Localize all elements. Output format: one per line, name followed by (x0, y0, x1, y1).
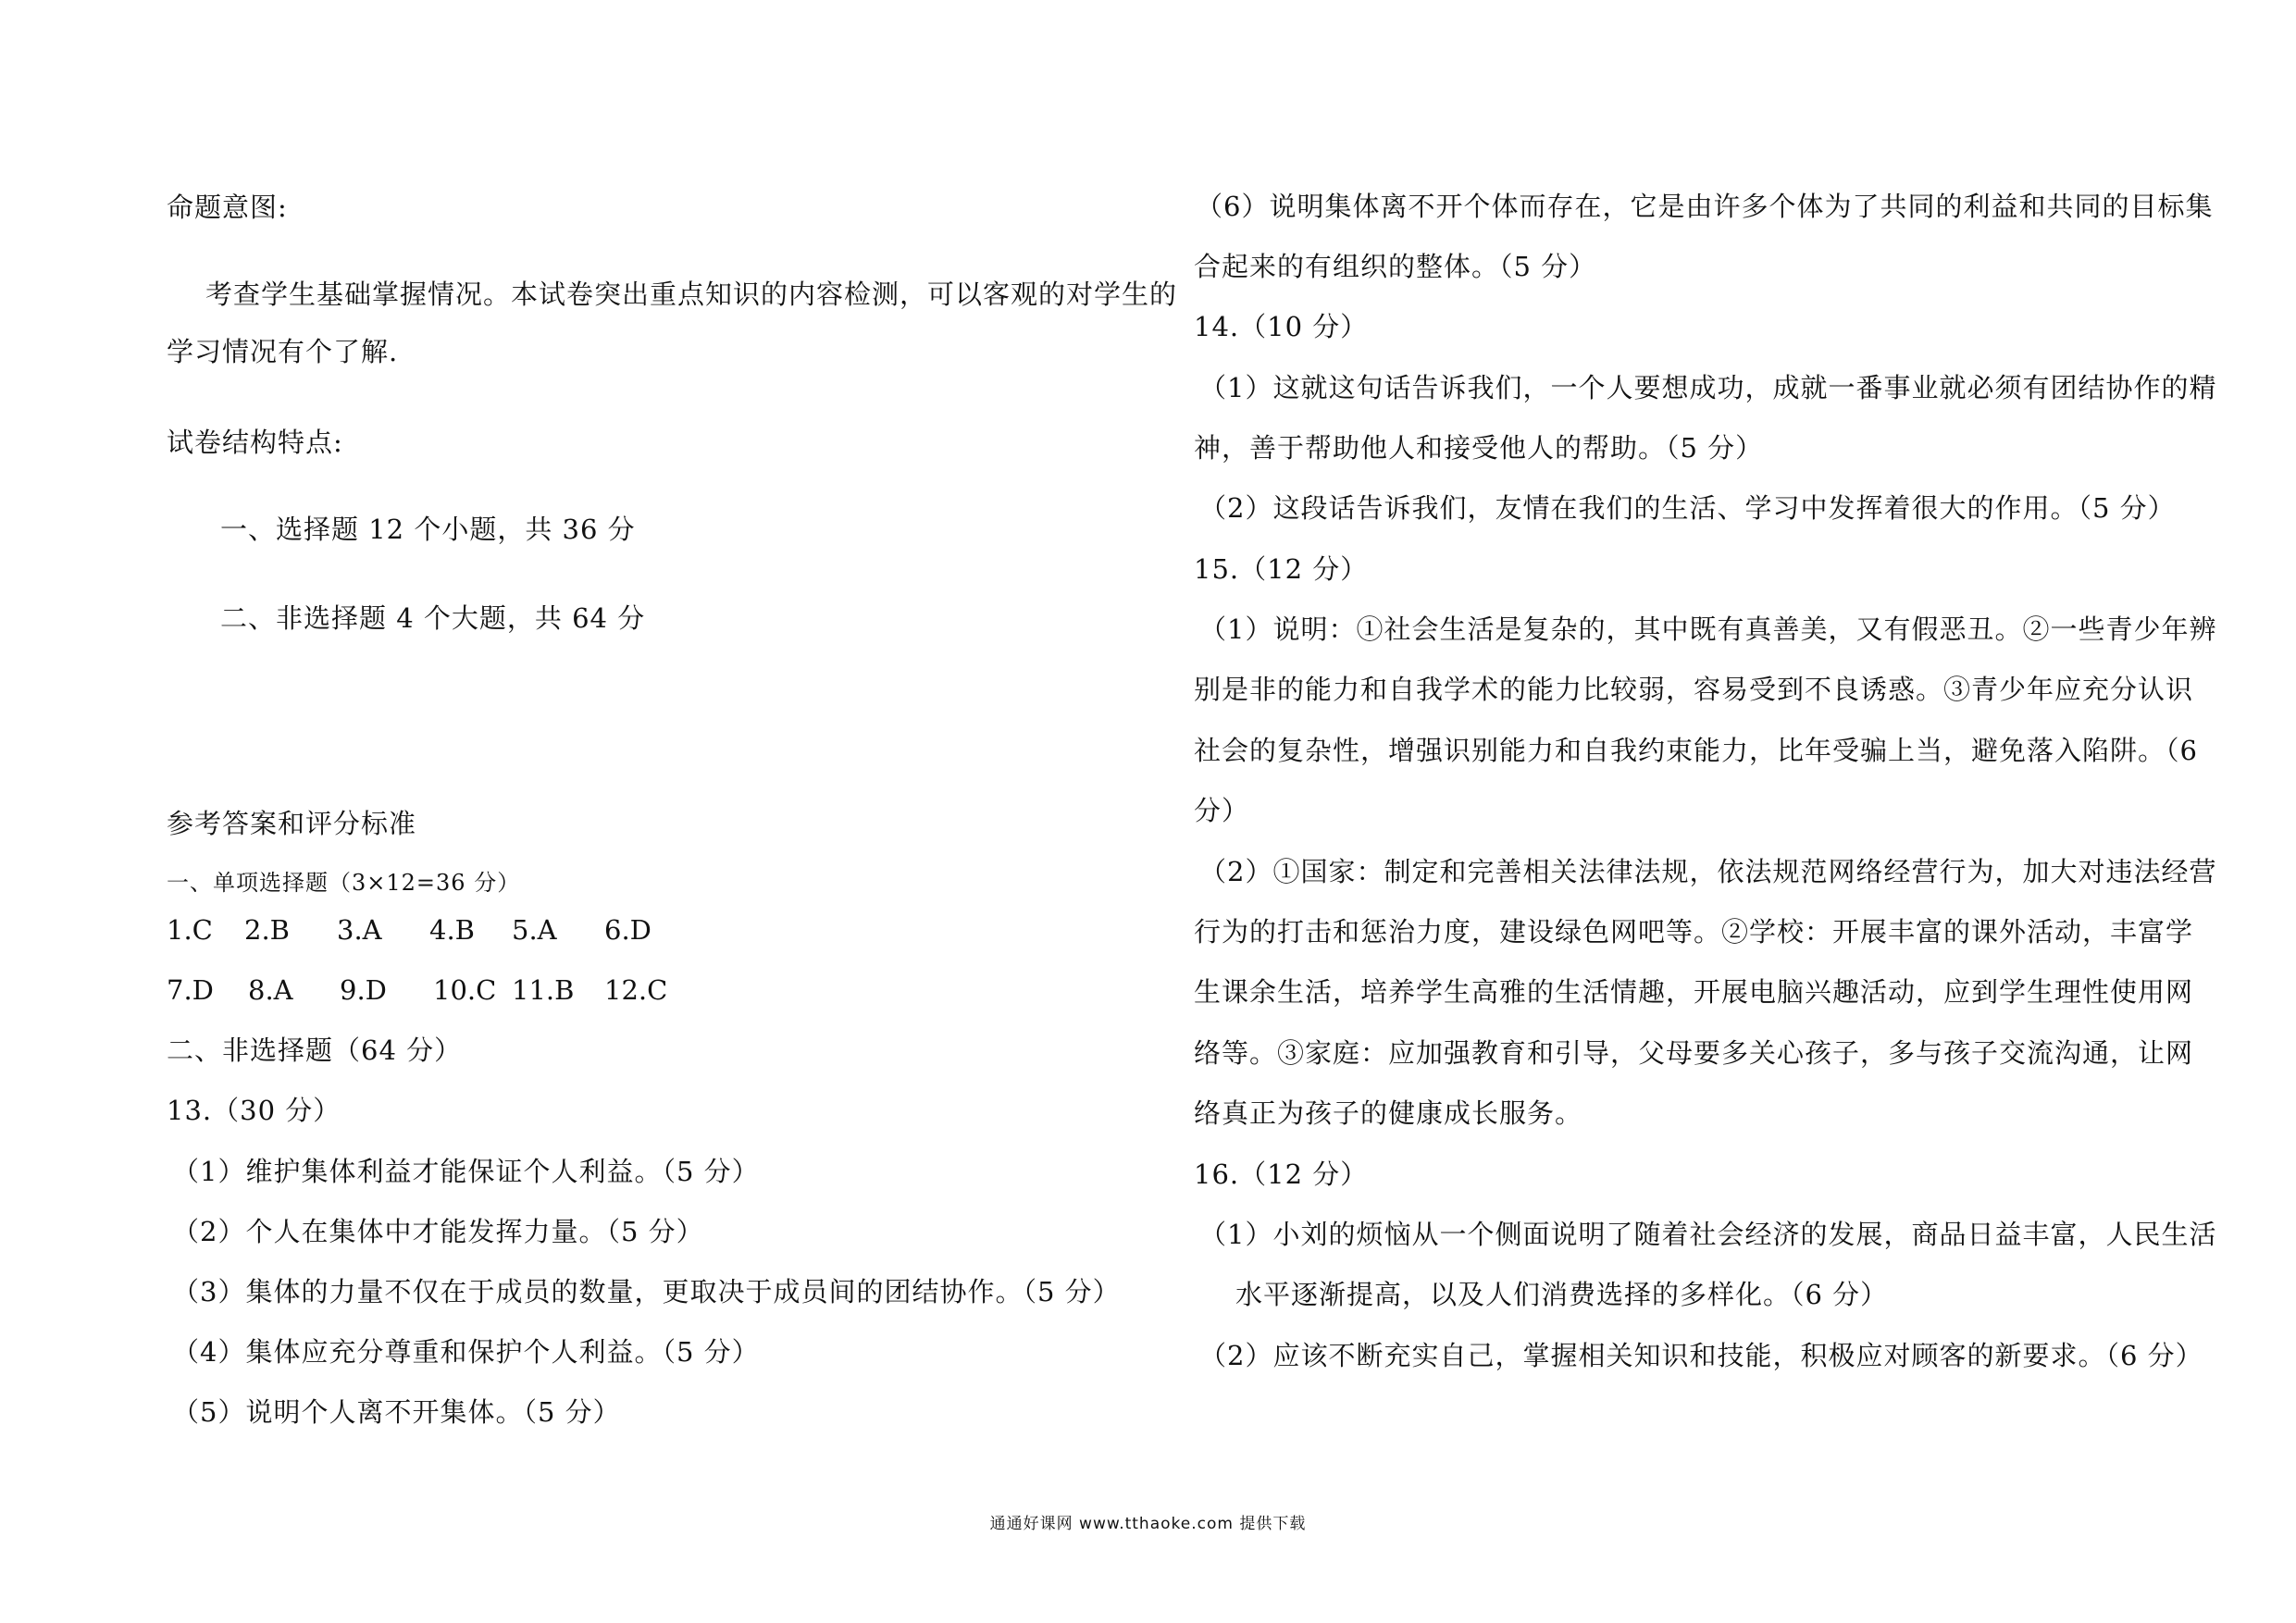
mc-answer: 2.B (244, 914, 290, 946)
mc-answer: 10.C (433, 974, 497, 1006)
q15-heading: 15.（12 分） (1194, 553, 1369, 585)
q13-item: （3）集体的力量不仅在于成员的数量，更取决于成员间的团结协作。（5 分） (172, 1276, 1121, 1307)
q16-1-line-2: 水平逐渐提高，以及人们消费选择的多样化。（6 分） (1235, 1279, 1889, 1310)
mc-answer: 6.D (604, 914, 652, 946)
q16-2: （2）应该不断充实自己，掌握相关知识和技能，积极应对顾客的新要求。（6 分） (1199, 1340, 2203, 1371)
q13-6-line-2: 合起来的有组织的整体。（5 分） (1194, 251, 1597, 282)
q13-item: （5）说明个人离不开集体。（5 分） (172, 1396, 621, 1428)
intent-line-1: 考查学生基础掌握情况。本试卷突出重点知识的内容检测，可以客观的对学生的 (205, 279, 1178, 310)
section2-heading: 二、非选择题（64 分） (167, 1035, 463, 1066)
intent-title: 命题意图: (167, 192, 288, 223)
q14-2: （2）这段话告诉我们，友情在我们的生活、学习中发挥着很大的作用。（5 分） (1199, 492, 2176, 524)
q13-item: （1）维护集体利益才能保证个人利益。（5 分） (172, 1156, 760, 1187)
intent-line-2: 学习情况有个了解. (167, 336, 399, 367)
page-footer: 通通好课网 www.tthaoke.com 提供下载 (989, 1515, 1307, 1533)
q15-1-line-2: 别是非的能力和自我学术的能力比较弱，容易受到不良诱惑。③青少年应充分认识 (1194, 674, 2194, 705)
q14-1-line-1: （1）这就这句话告诉我们，一个人要想成功，成就一番事业就必须有团结协作的精 (1199, 372, 2217, 403)
q13-heading: 13.（30 分） (167, 1095, 341, 1126)
q13-6-line-1: （6）说明集体离不开个体而存在，它是由许多个体为了共同的利益和共同的目标集 (1196, 191, 2214, 222)
mc-answer: 12.C (604, 974, 668, 1006)
q14-1-line-2: 神，善于帮助他人和接受他人的帮助。（5 分） (1194, 432, 1764, 464)
section1-heading: 一、单项选择题（3×12=36 分） (167, 870, 521, 896)
mc-answer: 11.B (512, 974, 575, 1006)
q15-2-line-5: 络真正为孩子的健康成长服务。 (1194, 1097, 1583, 1129)
q16-1-line-1: （1）小刘的烦恼从一个侧面说明了随着社会经济的发展，商品日益丰富，人民生活 (1199, 1219, 2217, 1250)
mc-answer: 5.A (512, 914, 557, 946)
mc-answer: 3.A (337, 914, 382, 946)
q14-heading: 14.（10 分） (1194, 311, 1369, 342)
q13-item: （2）个人在集体中才能发挥力量。（5 分） (172, 1216, 704, 1247)
q15-1-line-1: （1）说明：①社会生活是复杂的，其中既有真善美，又有假恶丑。②一些青少年辨 (1199, 613, 2217, 645)
q16-heading: 16.（12 分） (1194, 1158, 1369, 1190)
mc-answer: 7.D (167, 974, 214, 1006)
structure-item-1: 一、选择题 12 个小题，共 36 分 (220, 514, 636, 545)
q15-2-line-1: （2）①国家：制定和完善相关法律法规，依法规范网络经营行为，加大对违法经营 (1199, 856, 2217, 887)
mc-answer: 9.D (340, 974, 387, 1006)
q15-1-line-4: 分） (1194, 795, 1250, 826)
q13-item: （4）集体应充分尊重和保护个人利益。（5 分） (172, 1336, 760, 1368)
mc-answer: 4.B (429, 914, 475, 946)
q15-2-line-3: 生课余生活，培养学生高雅的生活情趣，开展电脑兴趣活动，应到学生理性使用网 (1194, 976, 2194, 1008)
mc-answer: 1.C (167, 914, 213, 946)
q15-1-line-3: 社会的复杂性，增强识别能力和自我约束能力，比年受骗上当，避免落入陷阱。（6 (1194, 735, 2198, 766)
q15-2-line-4: 络等。③家庭：应加强教育和引导，父母要多关心孩子，多与孩子交流沟通，让网 (1194, 1037, 2194, 1069)
structure-title: 试卷结构特点: (167, 427, 343, 458)
structure-item-2: 二、非选择题 4 个大题，共 64 分 (220, 602, 646, 634)
answers-title: 参考答案和评分标准 (167, 808, 417, 839)
q15-2-line-2: 行为的打击和惩治力度，建设绿色网吧等。②学校：开展丰富的课外活动，丰富学 (1194, 916, 2194, 948)
mc-answer: 8.A (248, 974, 293, 1006)
